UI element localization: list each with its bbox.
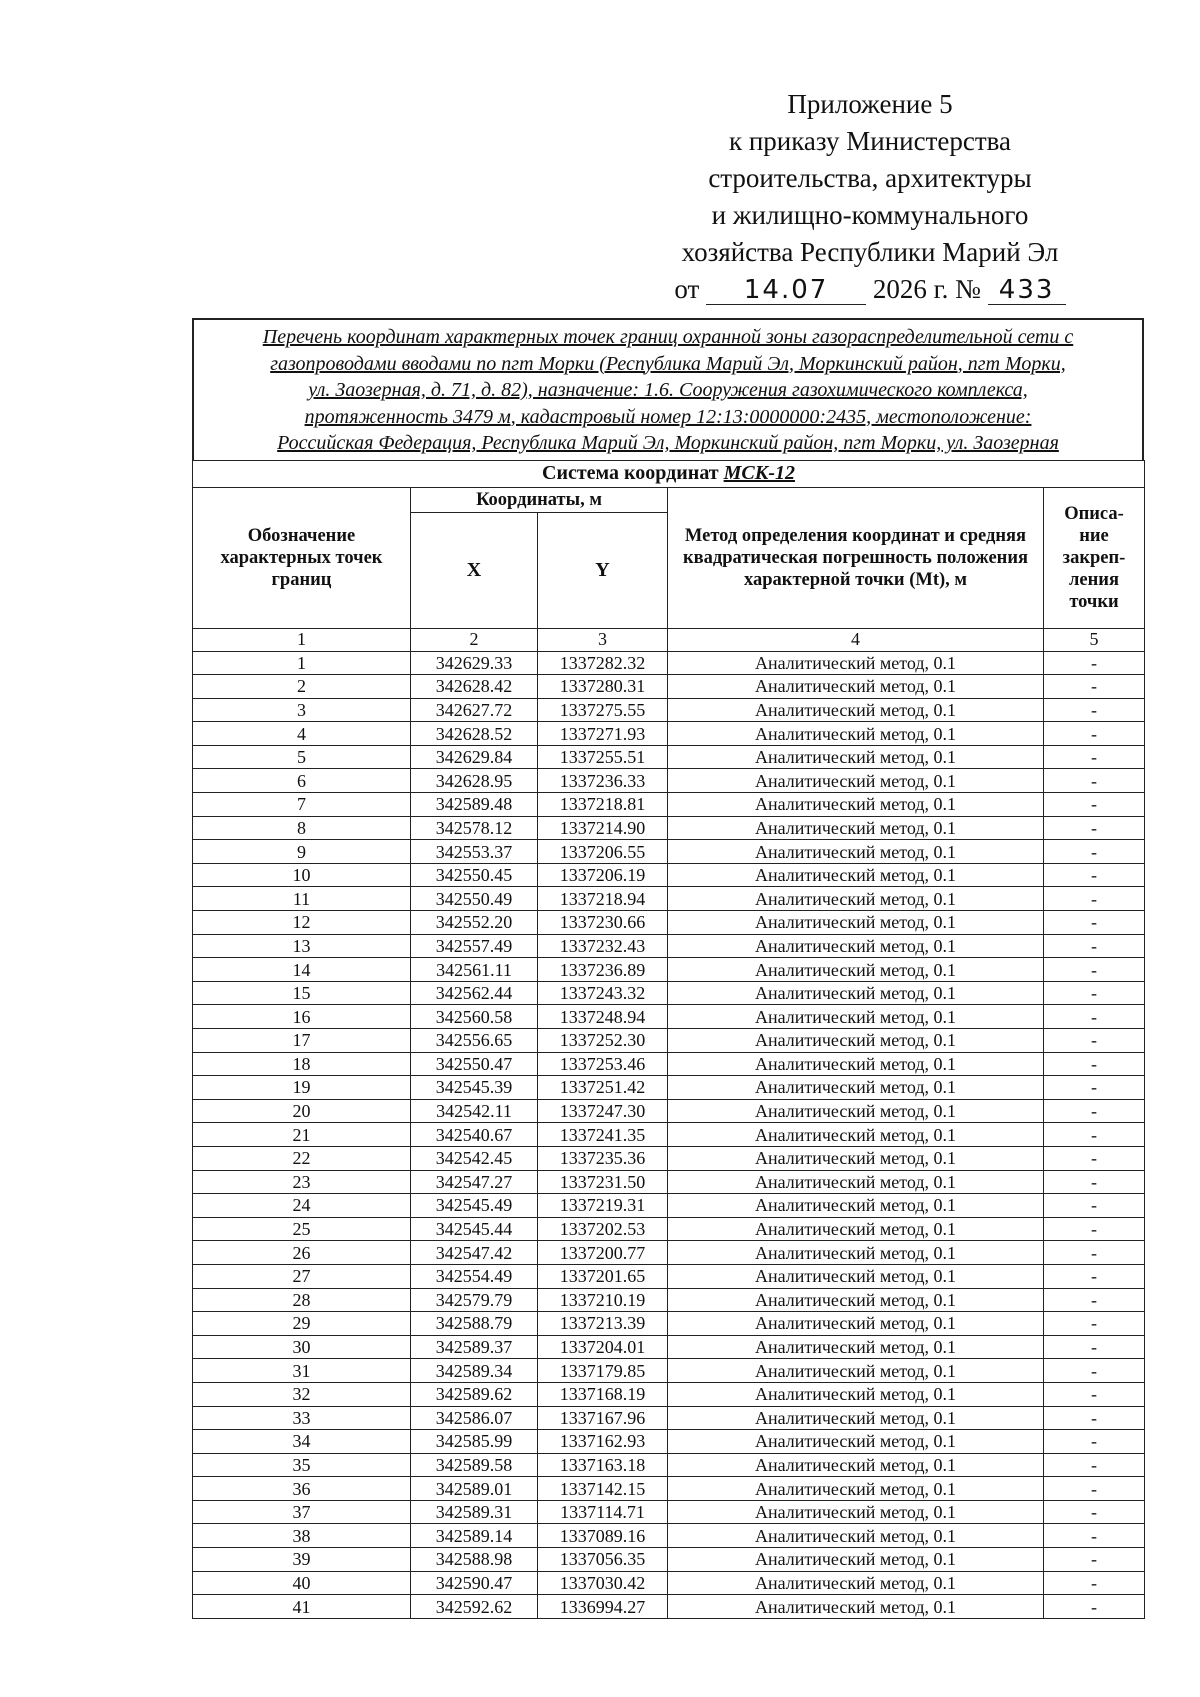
x-coordinate-cell: 342547.42: [411, 1241, 538, 1265]
method-cell: Аналитический метод, 0.1: [668, 981, 1044, 1005]
x-coordinate-cell: 342628.52: [411, 722, 538, 746]
table-row: [193, 1076, 1145, 1100]
col-header-method: Метод определения координат и средняя квадратическая погрешность положения характерной точки (Mt), м: [668, 487, 1044, 628]
description-cell: -: [1044, 1194, 1145, 1218]
description-cell: -: [1044, 1406, 1145, 1430]
description-cell: -: [1044, 1099, 1145, 1123]
table-row: [193, 1430, 1145, 1454]
description-cell: -: [1044, 1123, 1145, 1147]
header-line-2: к приказу Министерства: [728, 126, 1012, 156]
point-number-cell: 26: [193, 1241, 411, 1265]
column-number-row: [193, 628, 1145, 651]
point-number-cell: 28: [193, 1288, 411, 1312]
y-coordinate-cell: 1337219.31: [538, 1194, 668, 1218]
description-cell: -: [1044, 816, 1145, 840]
method-cell: Аналитический метод, 0.1: [668, 1524, 1044, 1548]
description-cell: -: [1044, 1500, 1145, 1524]
point-number-cell: 37: [193, 1500, 411, 1524]
x-coordinate-cell: 342561.11: [411, 958, 538, 982]
method-cell: Аналитический метод, 0.1: [668, 651, 1044, 675]
title-line-3: ул. Заозерная, д. 71, д. 82), назначение: 1.6. Сооружения газохимического комплекса,: [308, 379, 1028, 401]
column-number: 4: [668, 628, 1044, 651]
x-coordinate-cell: 342629.33: [411, 651, 538, 675]
method-cell: Аналитический метод, 0.1: [668, 1571, 1044, 1595]
description-cell: -: [1044, 887, 1145, 911]
method-cell: Аналитический метод, 0.1: [668, 698, 1044, 722]
x-coordinate-cell: 342542.45: [411, 1146, 538, 1170]
title-line-5: Российская Федерация, Республика Марий Эл, Моркинский район, пгт Морки, ул. Заозерная: [277, 432, 1059, 454]
x-coordinate-cell: 342589.37: [411, 1335, 538, 1359]
description-cell: -: [1044, 958, 1145, 982]
table-row: [193, 1500, 1145, 1524]
x-coordinate-cell: 342589.14: [411, 1524, 538, 1548]
point-number-cell: 32: [193, 1382, 411, 1406]
point-number-cell: 25: [193, 1217, 411, 1241]
description-cell: -: [1044, 1005, 1145, 1029]
order-number-value: 433: [988, 276, 1066, 305]
description-cell: -: [1044, 863, 1145, 887]
table-row: [193, 1005, 1145, 1029]
coordinates-table: [192, 460, 1145, 1619]
y-coordinate-cell: 1337114.71: [538, 1500, 668, 1524]
point-number-cell: 7: [193, 793, 411, 817]
point-number-cell: 22: [193, 1146, 411, 1170]
table-row: [193, 745, 1145, 769]
x-coordinate-cell: 342553.37: [411, 840, 538, 864]
y-coordinate-cell: 1337200.77: [538, 1241, 668, 1265]
method-cell: Аналитический метод, 0.1: [668, 769, 1044, 793]
table-row: [193, 1029, 1145, 1053]
description-cell: -: [1044, 1524, 1145, 1548]
order-date-value: 14.07: [706, 276, 866, 305]
table-row: [193, 1335, 1145, 1359]
description-cell: -: [1044, 1029, 1145, 1053]
coordinate-system-cell: [193, 460, 1145, 487]
year-text: 2026 г. №: [872, 274, 981, 304]
point-number-cell: 5: [193, 745, 411, 769]
header-row-1: [193, 487, 1145, 512]
method-cell: Аналитический метод, 0.1: [668, 1123, 1044, 1147]
point-number-cell: 40: [193, 1571, 411, 1595]
table-row: [193, 675, 1145, 699]
method-cell: Аналитический метод, 0.1: [668, 816, 1044, 840]
x-coordinate-cell: 342627.72: [411, 698, 538, 722]
x-coordinate-cell: 342550.49: [411, 887, 538, 911]
method-cell: Аналитический метод, 0.1: [668, 934, 1044, 958]
table-row: [193, 981, 1145, 1005]
y-coordinate-cell: 1337235.36: [538, 1146, 668, 1170]
point-number-cell: 16: [193, 1005, 411, 1029]
description-cell: -: [1044, 1146, 1145, 1170]
x-coordinate-cell: 342556.65: [411, 1029, 538, 1053]
x-coordinate-cell: 342545.39: [411, 1076, 538, 1100]
y-coordinate-cell: 1337213.39: [538, 1312, 668, 1336]
col-header-x: X: [411, 512, 538, 628]
x-coordinate-cell: 342586.07: [411, 1406, 538, 1430]
table-row: [193, 958, 1145, 982]
method-cell: Аналитический метод, 0.1: [668, 1076, 1044, 1100]
coordinate-system-value: МСК-12: [723, 462, 795, 484]
method-cell: Аналитический метод, 0.1: [668, 1029, 1044, 1053]
x-coordinate-cell: 342545.49: [411, 1194, 538, 1218]
y-coordinate-cell: 1337218.81: [538, 793, 668, 817]
table-row: [193, 1406, 1145, 1430]
y-coordinate-cell: 1337056.35: [538, 1548, 668, 1572]
header-line-1: Приложение 5: [787, 89, 953, 119]
point-number-cell: 12: [193, 911, 411, 935]
y-coordinate-cell: 1337206.19: [538, 863, 668, 887]
y-coordinate-cell: 1337218.94: [538, 887, 668, 911]
header-line-4: и жилищно-коммунального: [711, 200, 1029, 230]
table-row: [193, 1288, 1145, 1312]
y-coordinate-cell: 1337030.42: [538, 1571, 668, 1595]
y-coordinate-cell: 1337253.46: [538, 1052, 668, 1076]
x-coordinate-cell: 342589.58: [411, 1453, 538, 1477]
description-cell: -: [1044, 1335, 1145, 1359]
point-number-cell: 4: [193, 722, 411, 746]
table-row: [193, 1170, 1145, 1194]
description-cell: -: [1044, 722, 1145, 746]
method-cell: Аналитический метод, 0.1: [668, 1099, 1044, 1123]
x-coordinate-cell: 342550.47: [411, 1052, 538, 1076]
method-cell: Аналитический метод, 0.1: [668, 1194, 1044, 1218]
coordinate-system-row: [193, 460, 1145, 487]
description-cell: -: [1044, 745, 1145, 769]
method-cell: Аналитический метод, 0.1: [668, 1430, 1044, 1454]
x-coordinate-cell: 342592.62: [411, 1595, 538, 1619]
x-coordinate-cell: 342542.11: [411, 1099, 538, 1123]
method-cell: Аналитический метод, 0.1: [668, 1217, 1044, 1241]
method-cell: Аналитический метод, 0.1: [668, 1335, 1044, 1359]
order-date-line: [600, 271, 1140, 308]
x-coordinate-cell: 342589.01: [411, 1477, 538, 1501]
method-cell: Аналитический метод, 0.1: [668, 1264, 1044, 1288]
x-coordinate-cell: 342588.79: [411, 1312, 538, 1336]
y-coordinate-cell: 1337206.55: [538, 840, 668, 864]
x-coordinate-cell: 342589.31: [411, 1500, 538, 1524]
description-cell: -: [1044, 1595, 1145, 1619]
table-row: [193, 1477, 1145, 1501]
x-coordinate-cell: 342578.12: [411, 816, 538, 840]
x-coordinate-cell: 342590.47: [411, 1571, 538, 1595]
method-cell: Аналитический метод, 0.1: [668, 793, 1044, 817]
y-coordinate-cell: 1337167.96: [538, 1406, 668, 1430]
coordinate-system-label: Система координат: [542, 462, 719, 484]
y-coordinate-cell: 1337202.53: [538, 1217, 668, 1241]
point-number-cell: 35: [193, 1453, 411, 1477]
point-number-cell: 1: [193, 651, 411, 675]
method-cell: Аналитический метод, 0.1: [668, 1500, 1044, 1524]
method-cell: Аналитический метод, 0.1: [668, 863, 1044, 887]
y-coordinate-cell: 1337271.93: [538, 722, 668, 746]
method-cell: Аналитический метод, 0.1: [668, 722, 1044, 746]
point-number-cell: 34: [193, 1430, 411, 1454]
col-header-point: Обозначение характерных точек границ: [193, 487, 411, 628]
description-cell: -: [1044, 1359, 1145, 1383]
x-coordinate-cell: 342554.49: [411, 1264, 538, 1288]
method-cell: Аналитический метод, 0.1: [668, 1477, 1044, 1501]
x-coordinate-cell: 342629.84: [411, 745, 538, 769]
point-number-cell: 9: [193, 840, 411, 864]
point-number-cell: 38: [193, 1524, 411, 1548]
x-coordinate-cell: 342588.98: [411, 1548, 538, 1572]
column-number: 2: [411, 628, 538, 651]
x-coordinate-cell: 342585.99: [411, 1430, 538, 1454]
description-cell: -: [1044, 1076, 1145, 1100]
y-coordinate-cell: 1337214.90: [538, 816, 668, 840]
point-number-cell: 36: [193, 1477, 411, 1501]
y-coordinate-cell: 1337248.94: [538, 1005, 668, 1029]
table-row: [193, 934, 1145, 958]
column-number: 1: [193, 628, 411, 651]
col-header-desc: Описа-ние закреп-ления точки: [1044, 487, 1145, 628]
description-cell: -: [1044, 981, 1145, 1005]
header-line-5: хозяйства Республики Марий Эл: [681, 237, 1059, 267]
column-number: 5: [1044, 628, 1145, 651]
table-row: [193, 1264, 1145, 1288]
y-coordinate-cell: 1337282.32: [538, 651, 668, 675]
table-row: [193, 1312, 1145, 1336]
table-row: [193, 816, 1145, 840]
title-line-4: протяженность 3479 м, кадастровый номер 12:13:0000000:2435, местоположение:: [304, 405, 1032, 428]
table-row: [193, 1217, 1145, 1241]
appendix-header: [600, 86, 1140, 308]
description-cell: -: [1044, 1312, 1145, 1336]
y-coordinate-cell: 1337089.16: [538, 1524, 668, 1548]
description-cell: -: [1044, 1477, 1145, 1501]
y-coordinate-cell: 1337241.35: [538, 1123, 668, 1147]
x-coordinate-cell: 342540.67: [411, 1123, 538, 1147]
title-line-1: Перечень координат характерных точек границ охранной зоны газораспределительной сети с: [262, 326, 1074, 348]
point-number-cell: 18: [193, 1052, 411, 1076]
y-coordinate-cell: 1337204.01: [538, 1335, 668, 1359]
point-number-cell: 11: [193, 887, 411, 911]
date-prefix: от: [674, 274, 700, 304]
x-coordinate-cell: 342557.49: [411, 934, 538, 958]
point-number-cell: 41: [193, 1595, 411, 1619]
x-coordinate-cell: 342628.95: [411, 769, 538, 793]
y-coordinate-cell: 1337280.31: [538, 675, 668, 699]
method-cell: Аналитический метод, 0.1: [668, 1241, 1044, 1265]
table-row: [193, 1123, 1145, 1147]
y-coordinate-cell: 1337252.30: [538, 1029, 668, 1053]
table-row: [193, 1571, 1145, 1595]
point-number-cell: 20: [193, 1099, 411, 1123]
point-number-cell: 13: [193, 934, 411, 958]
description-cell: -: [1044, 675, 1145, 699]
x-coordinate-cell: 342579.79: [411, 1288, 538, 1312]
method-cell: Аналитический метод, 0.1: [668, 1406, 1044, 1430]
y-coordinate-cell: 1337255.51: [538, 745, 668, 769]
y-coordinate-cell: 1337210.19: [538, 1288, 668, 1312]
y-coordinate-cell: 1337236.89: [538, 958, 668, 982]
method-cell: Аналитический метод, 0.1: [668, 1052, 1044, 1076]
method-cell: Аналитический метод, 0.1: [668, 1146, 1044, 1170]
description-cell: -: [1044, 934, 1145, 958]
x-coordinate-cell: 342560.58: [411, 1005, 538, 1029]
x-coordinate-cell: 342589.48: [411, 793, 538, 817]
header-line-3: строительства, архитектуры: [708, 163, 1032, 193]
col-header-coords: Координаты, м: [411, 487, 668, 512]
x-coordinate-cell: 342589.34: [411, 1359, 538, 1383]
description-cell: -: [1044, 1170, 1145, 1194]
method-cell: Аналитический метод, 0.1: [668, 911, 1044, 935]
point-number-cell: 23: [193, 1170, 411, 1194]
point-number-cell: 31: [193, 1359, 411, 1383]
table-row: [193, 651, 1145, 675]
table-row: [193, 722, 1145, 746]
method-cell: Аналитический метод, 0.1: [668, 1453, 1044, 1477]
point-number-cell: 39: [193, 1548, 411, 1572]
x-coordinate-cell: 342562.44: [411, 981, 538, 1005]
y-coordinate-cell: 1337275.55: [538, 698, 668, 722]
description-cell: -: [1044, 840, 1145, 864]
point-number-cell: 10: [193, 863, 411, 887]
y-coordinate-cell: 1337232.43: [538, 934, 668, 958]
table-row: [193, 1099, 1145, 1123]
method-cell: Аналитический метод, 0.1: [668, 1312, 1044, 1336]
table-title: [192, 318, 1144, 460]
table-row: [193, 1194, 1145, 1218]
x-coordinate-cell: 342547.27: [411, 1170, 538, 1194]
col-header-y: Y: [538, 512, 668, 628]
description-cell: -: [1044, 911, 1145, 935]
table-row: [193, 887, 1145, 911]
point-number-cell: 30: [193, 1335, 411, 1359]
table-row: [193, 1453, 1145, 1477]
description-cell: -: [1044, 793, 1145, 817]
method-cell: Аналитический метод, 0.1: [668, 840, 1044, 864]
description-cell: -: [1044, 1052, 1145, 1076]
x-coordinate-cell: 342545.44: [411, 1217, 538, 1241]
y-coordinate-cell: 1336994.27: [538, 1595, 668, 1619]
description-cell: -: [1044, 1241, 1145, 1265]
point-number-cell: 29: [193, 1312, 411, 1336]
point-number-cell: 14: [193, 958, 411, 982]
table-row: [193, 769, 1145, 793]
table-row: [193, 1146, 1145, 1170]
y-coordinate-cell: 1337163.18: [538, 1453, 668, 1477]
table-row: [193, 1524, 1145, 1548]
x-coordinate-cell: 342589.62: [411, 1382, 538, 1406]
method-cell: Аналитический метод, 0.1: [668, 745, 1044, 769]
description-cell: -: [1044, 1571, 1145, 1595]
table-row: [193, 1548, 1145, 1572]
point-number-cell: 19: [193, 1076, 411, 1100]
method-cell: Аналитический метод, 0.1: [668, 1288, 1044, 1312]
method-cell: Аналитический метод, 0.1: [668, 1595, 1044, 1619]
method-cell: Аналитический метод, 0.1: [668, 1005, 1044, 1029]
y-coordinate-cell: 1337231.50: [538, 1170, 668, 1194]
point-number-cell: 6: [193, 769, 411, 793]
title-line-2: газопроводами вводами по пгт Морки (Республика Марий Эл, Моркинский район, пгт Морки,: [270, 352, 1066, 375]
description-cell: -: [1044, 1453, 1145, 1477]
description-cell: -: [1044, 698, 1145, 722]
table-row: [193, 1359, 1145, 1383]
table-row: [193, 793, 1145, 817]
description-cell: -: [1044, 1264, 1145, 1288]
y-coordinate-cell: 1337236.33: [538, 769, 668, 793]
method-cell: Аналитический метод, 0.1: [668, 1548, 1044, 1572]
table-row: [193, 1241, 1145, 1265]
point-number-cell: 24: [193, 1194, 411, 1218]
column-number: 3: [538, 628, 668, 651]
y-coordinate-cell: 1337230.66: [538, 911, 668, 935]
method-cell: Аналитический метод, 0.1: [668, 958, 1044, 982]
table-row: [193, 1595, 1145, 1619]
table-row: [193, 863, 1145, 887]
description-cell: -: [1044, 1548, 1145, 1572]
coordinates-table-block: [192, 318, 1144, 1619]
y-coordinate-cell: 1337162.93: [538, 1430, 668, 1454]
y-coordinate-cell: 1337251.42: [538, 1076, 668, 1100]
description-cell: -: [1044, 1382, 1145, 1406]
point-number-cell: 15: [193, 981, 411, 1005]
point-number-cell: 8: [193, 816, 411, 840]
method-cell: Аналитический метод, 0.1: [668, 1359, 1044, 1383]
table-row: [193, 840, 1145, 864]
method-cell: Аналитический метод, 0.1: [668, 1382, 1044, 1406]
method-cell: Аналитический метод, 0.1: [668, 1170, 1044, 1194]
y-coordinate-cell: 1337247.30: [538, 1099, 668, 1123]
description-cell: -: [1044, 1288, 1145, 1312]
point-number-cell: 17: [193, 1029, 411, 1053]
point-number-cell: 33: [193, 1406, 411, 1430]
y-coordinate-cell: 1337168.19: [538, 1382, 668, 1406]
description-cell: -: [1044, 651, 1145, 675]
method-cell: Аналитический метод, 0.1: [668, 887, 1044, 911]
point-number-cell: 2: [193, 675, 411, 699]
y-coordinate-cell: 1337243.32: [538, 981, 668, 1005]
y-coordinate-cell: 1337201.65: [538, 1264, 668, 1288]
description-cell: -: [1044, 769, 1145, 793]
table-row: [193, 698, 1145, 722]
point-number-cell: 3: [193, 698, 411, 722]
x-coordinate-cell: 342628.42: [411, 675, 538, 699]
point-number-cell: 21: [193, 1123, 411, 1147]
point-number-cell: 27: [193, 1264, 411, 1288]
method-cell: Аналитический метод, 0.1: [668, 675, 1044, 699]
y-coordinate-cell: 1337142.15: [538, 1477, 668, 1501]
description-cell: -: [1044, 1217, 1145, 1241]
table-row: [193, 1382, 1145, 1406]
table-row: [193, 911, 1145, 935]
description-cell: -: [1044, 1430, 1145, 1454]
x-coordinate-cell: 342550.45: [411, 863, 538, 887]
x-coordinate-cell: 342552.20: [411, 911, 538, 935]
table-row: [193, 1052, 1145, 1076]
y-coordinate-cell: 1337179.85: [538, 1359, 668, 1383]
